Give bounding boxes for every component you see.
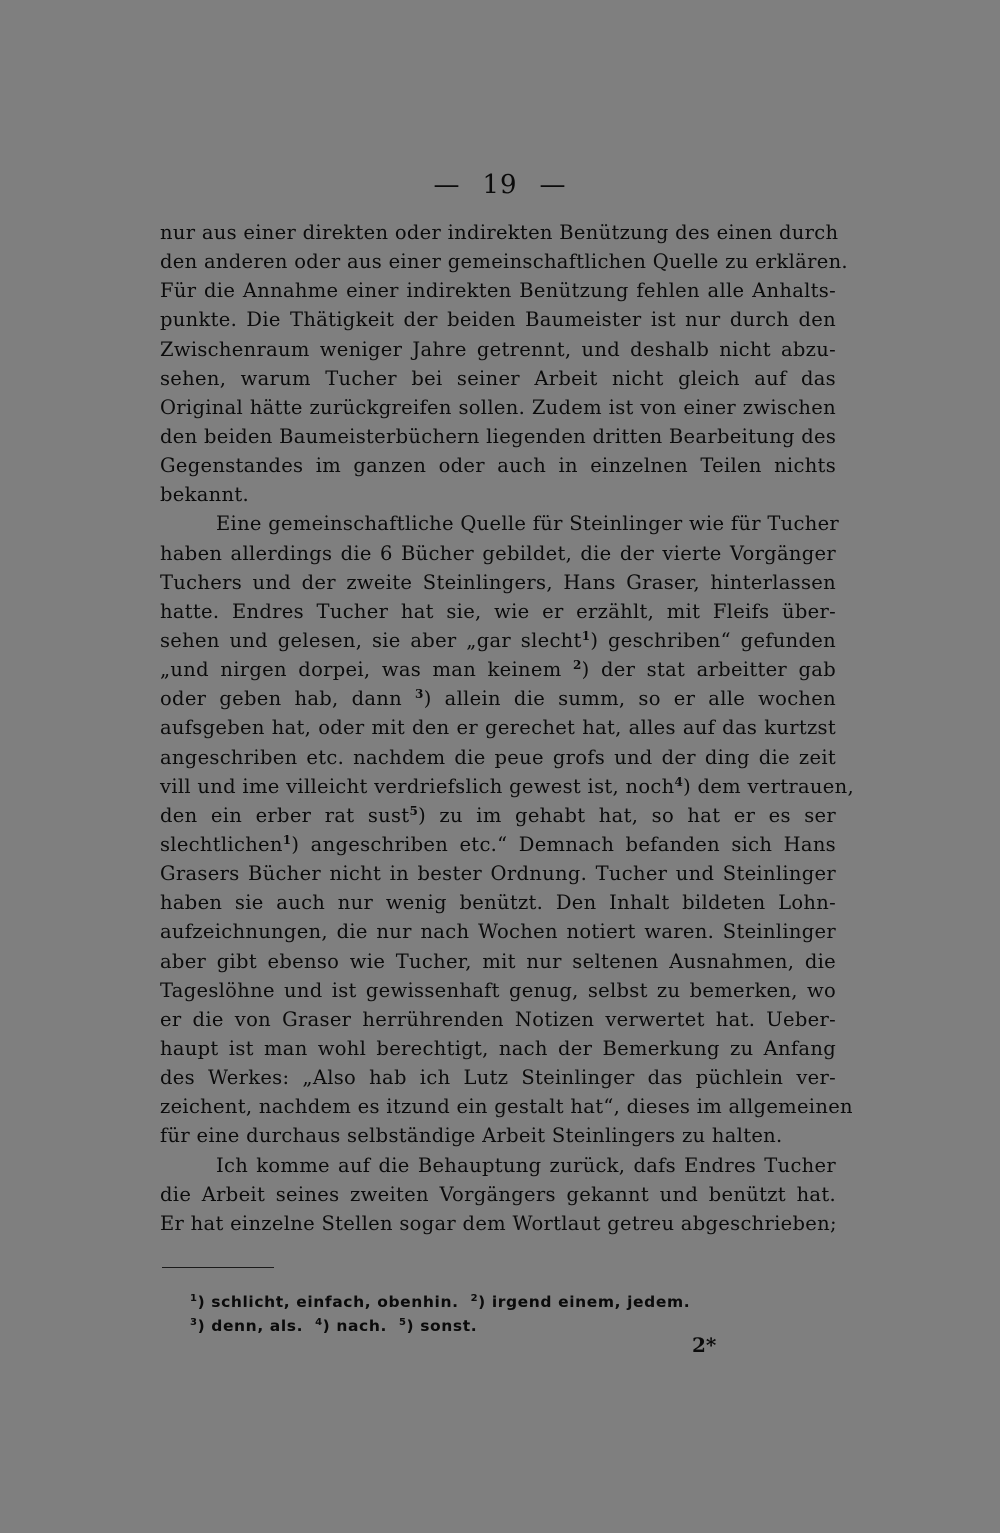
text-line: zeichent, nachdem es itzund ein gestalt hat“, dieses im allgemeinen <box>160 1095 853 1119</box>
page-number: 19 <box>482 170 518 200</box>
text-line: des Werkes: „Also hab ich Lutz Steinlinger das püchlein ver- <box>160 1066 836 1090</box>
text-segment: ) der stat arbeitter gab <box>581 658 836 682</box>
text-line: Tuchers und der zweite Steinlingers, Hans Graser, hinterlassen <box>160 570 836 594</box>
text-line: aber gibt ebenso wie Tucher, mit nur seltenen Ausnahmen, die <box>160 949 836 973</box>
text-line: haben sie auch nur wenig benützt. Den Inhalt bildeten Lohn- <box>160 891 836 915</box>
text-line: den beiden Baumeisterbüchern liegenden dritten Bearbeitung des <box>160 424 837 448</box>
text-line: Grasers Bücher nicht in bester Ordnung. Tucher und Steinlinger <box>160 862 836 886</box>
text-line: Eine gemeinschaftliche Quelle für Steinlinger wie für Tucher <box>216 512 840 536</box>
footnote-marker: 1 <box>282 832 292 847</box>
footnote-number: 1 <box>190 1293 198 1304</box>
text-line: Er hat einzelne Stellen sogar dem Wortlaut getreu abgeschrieben; <box>160 1211 837 1235</box>
text-segment: ) dem vertrauen, <box>683 774 854 798</box>
footnote-text: ) schlicht, einfach, obenhin. <box>197 1293 459 1311</box>
text-line: den anderen oder aus einer gemeinschaftlichen Quelle zu erklären. <box>160 250 848 274</box>
text-line: Gegenstandes im ganzen oder auch in einzelnen Teilen nichts <box>160 454 836 478</box>
footnote-marker: 3 <box>415 687 424 702</box>
header-dash-right: — <box>539 170 567 200</box>
text-line: sehen, warum Tucher bei seiner Arbeit nicht gleich auf das <box>160 366 836 390</box>
text-line: er die von Graser herrührenden Notizen verwertet hat. Ueber- <box>160 1007 836 1031</box>
footnote-number: 5 <box>398 1317 407 1328</box>
text-line: Für die Annahme einer indirekten Benützung fehlen alle Anhalts- <box>160 279 836 303</box>
header-dash-left: — <box>433 170 461 200</box>
text-line: Ich komme auf die Behauptung zurück, dafs Endres Tucher <box>216 1153 836 1177</box>
text-segment: ) angeschriben etc.“ Demnach befanden sich Hans <box>291 832 836 856</box>
text-line <box>160 830 836 859</box>
body-text <box>160 218 854 1238</box>
text-line: hatte. Endres Tucher hat sie, wie er erzählt, mit Fleifs über- <box>160 599 836 623</box>
text-line: haben allerdings die 6 Bücher gebildet, die der vierte Vorgänger <box>160 541 836 565</box>
footnote-text: ) irgend einem, jedem. <box>478 1293 691 1311</box>
text-segment: ) allein die summ, so er alle wochen <box>423 687 836 711</box>
text-line: aufsgeben hat, oder mit den er gerechet hat, alles auf das kurtzst <box>160 716 836 740</box>
text-segment: ) geschriben“ gefunden <box>590 628 837 652</box>
footnotes <box>190 1290 790 1338</box>
text-segment: „und nirgen dorpei, was man keinem <box>160 658 573 682</box>
text-line: Original hätte zurückgreifen sollen. Zudem ist von einer zwischen <box>160 395 836 419</box>
text-line: Tageslöhne und ist gewissenhaft genug, selbst zu bemerken, wo <box>160 978 836 1002</box>
text-line: die Arbeit seines zweiten Vorgängers gekannt und benützt hat. <box>160 1182 836 1206</box>
footnote-marker: 2 <box>572 658 582 673</box>
footnote-number: 2 <box>470 1293 479 1304</box>
footnote-marker: 1 <box>581 628 591 643</box>
footnote-marker: 4 <box>674 774 684 789</box>
text-segment: sehen und gelesen, sie aber „gar slecht <box>160 628 582 652</box>
signature-mark: 2* <box>692 1333 717 1357</box>
text-line <box>160 684 836 713</box>
text-line: punkte. Die Thätigkeit der beiden Baumeister ist nur durch den <box>160 308 836 332</box>
text-segment: den ein erber rat sust <box>160 803 410 827</box>
text-segment: vill und ime villeicht verdriefslich gewest ist, noch <box>160 774 675 798</box>
text-line <box>160 655 836 684</box>
footnote-number: 4 <box>315 1317 323 1328</box>
footnote-line <box>190 1290 790 1314</box>
text-line <box>160 772 854 801</box>
text-line: nur aus einer direkten oder indirekten Benützung des einen durch <box>160 221 839 244</box>
text-line: aufzeichnungen, die nur nach Wochen notiert waren. Steinlinger <box>160 920 836 944</box>
footnote-text: ) nach. <box>322 1317 387 1335</box>
text-line: Zwischenraum weniger Jahre getrennt, und deshalb nicht abzu- <box>160 337 836 361</box>
page-header <box>0 170 1000 200</box>
footnote-number: 3 <box>190 1317 198 1328</box>
text-line <box>160 626 836 655</box>
text-line: haupt ist man wohl berechtigt, nach der Bemerkung zu Anfang <box>160 1036 836 1060</box>
text-line: bekannt. <box>160 483 250 507</box>
text-segment: ) zu im gehabt hat, so hat er es ser <box>418 803 836 827</box>
text-segment: slechtlichen <box>160 832 283 856</box>
footnote-text: ) denn, als. <box>197 1317 304 1335</box>
text-line <box>160 801 836 830</box>
text-line: für eine durchaus selbständige Arbeit Steinlingers zu halten. <box>160 1124 783 1148</box>
footnote-divider <box>162 1267 274 1268</box>
footnote-text: ) sonst. <box>406 1317 478 1335</box>
text-line: angeschriben etc. nachdem die peue grofs und der ding die zeit <box>160 745 836 769</box>
text-segment: oder geben hab, dann <box>160 687 416 711</box>
footnote-marker: 5 <box>409 803 419 818</box>
